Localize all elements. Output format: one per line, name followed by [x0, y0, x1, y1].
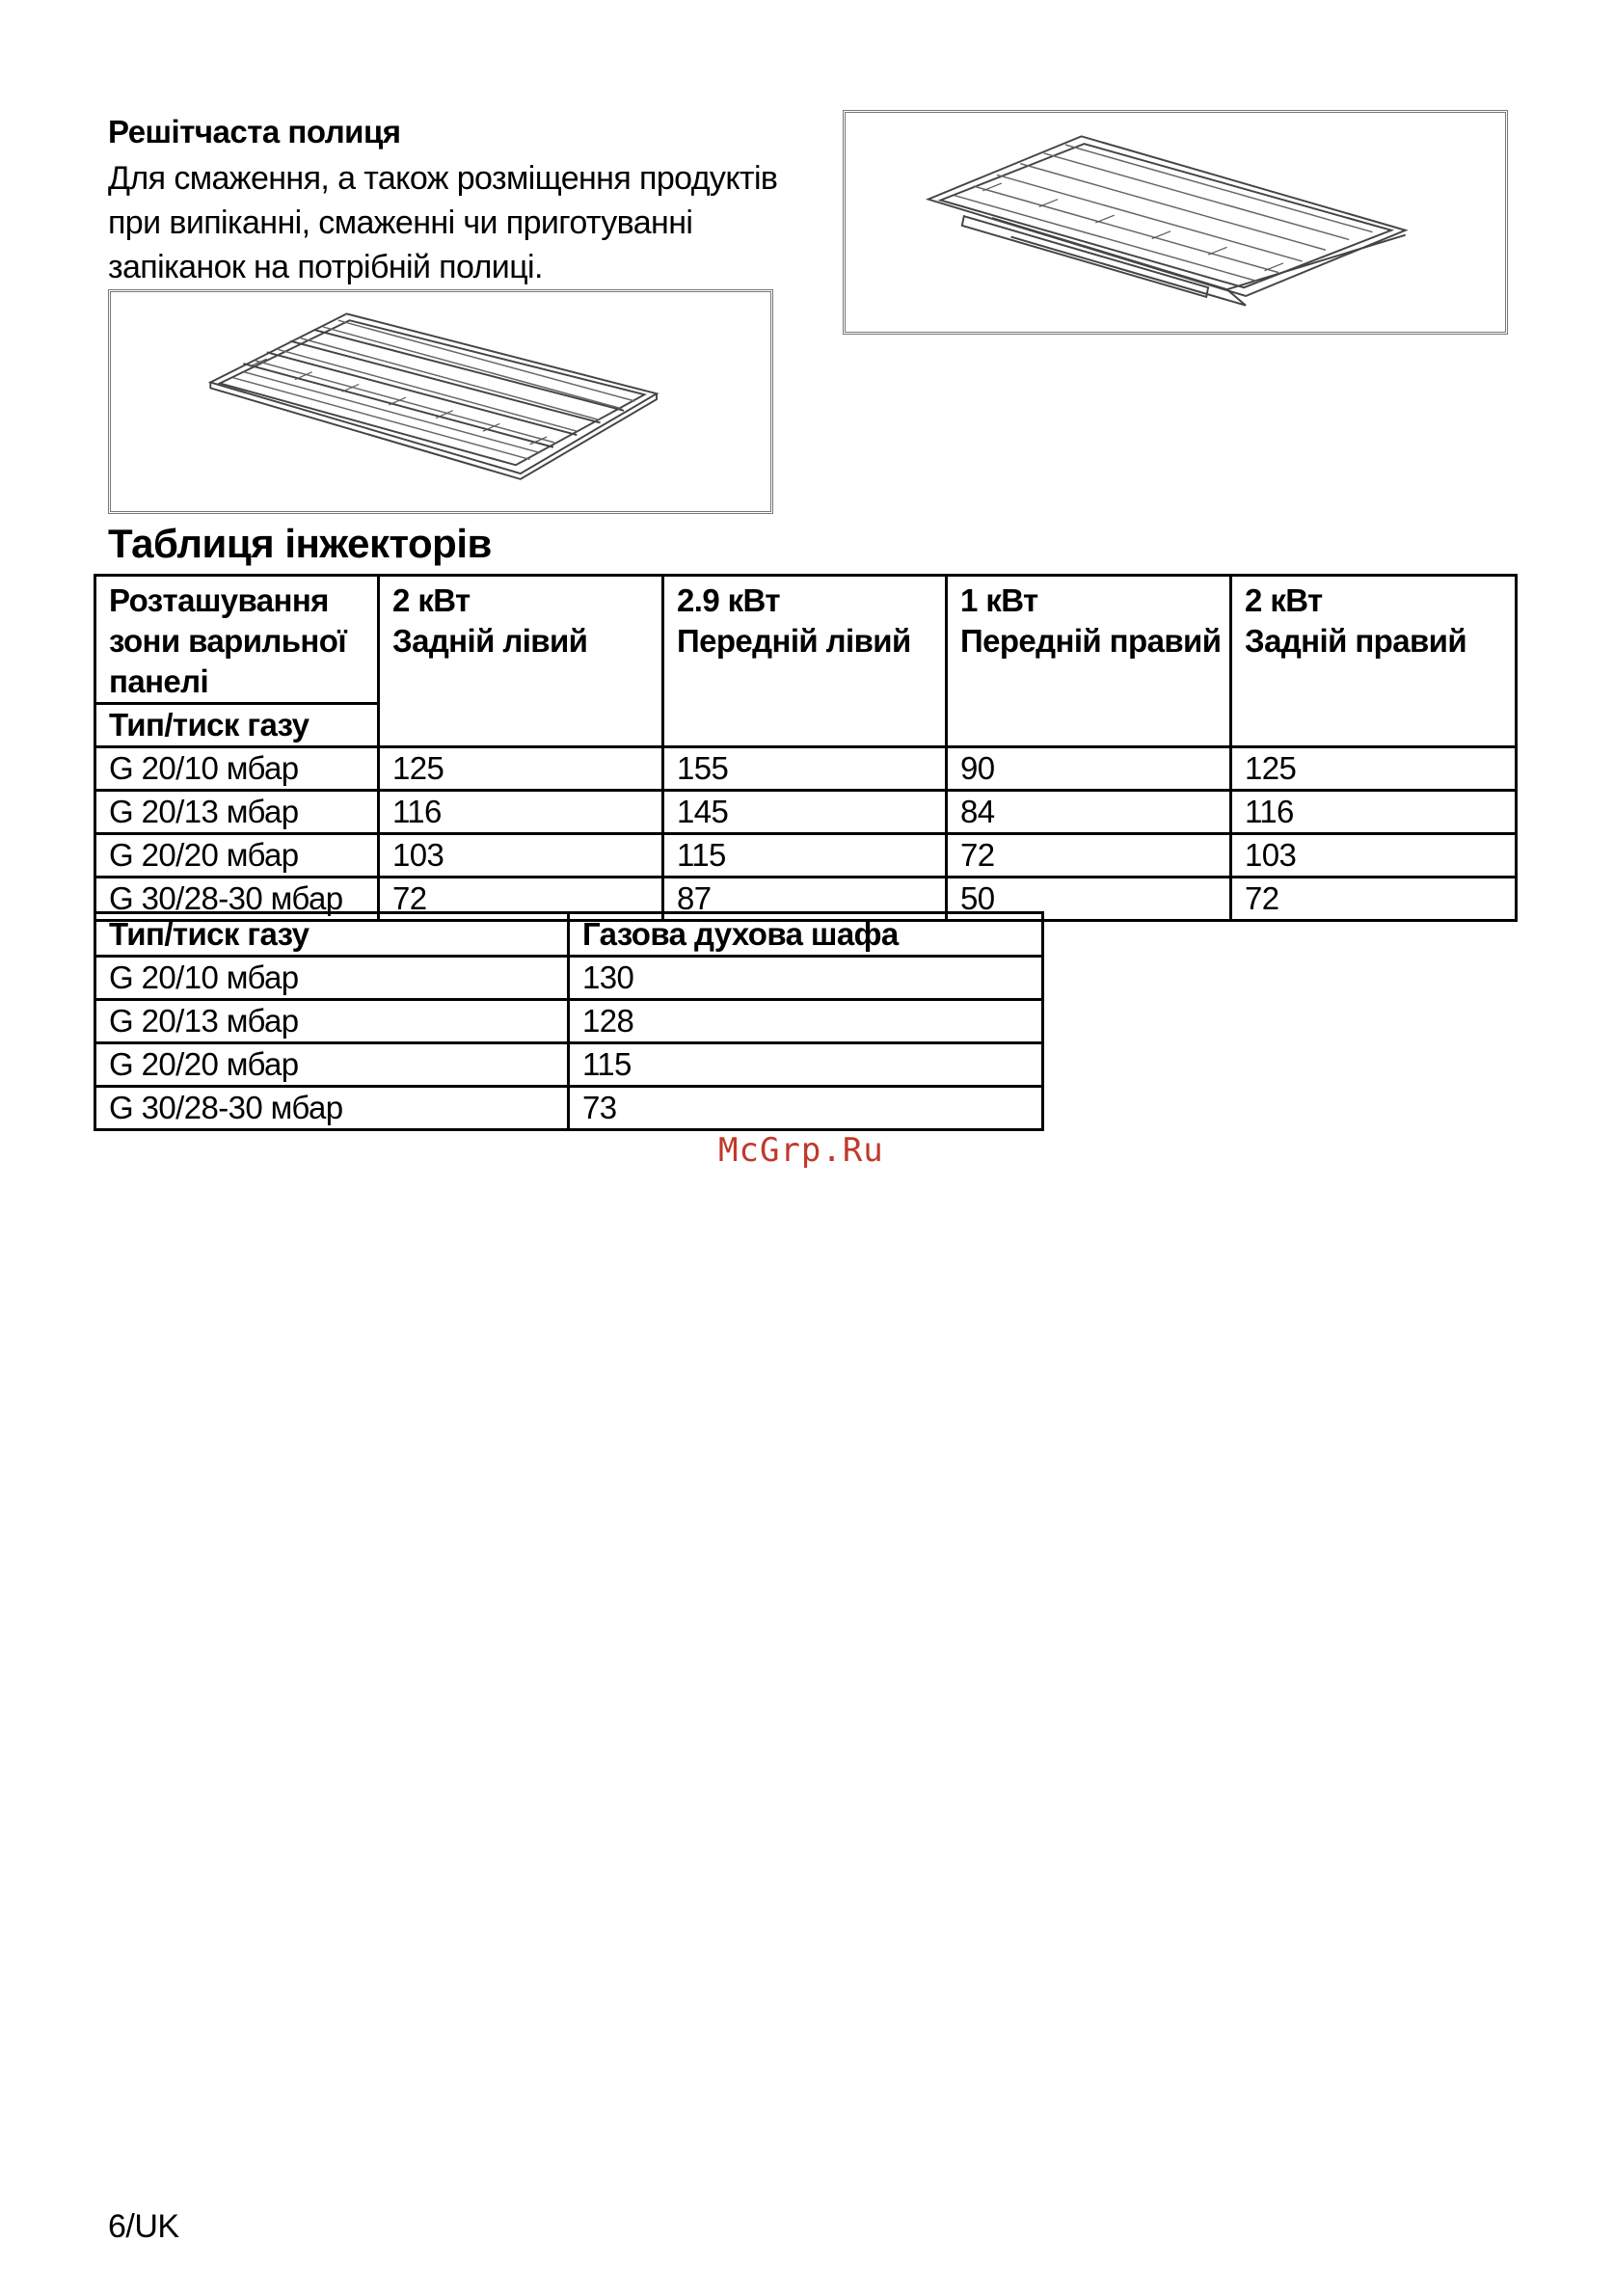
column-header-cell	[947, 576, 1231, 747]
wire-rack-on-tray-icon	[846, 113, 1505, 332]
gas-type-cell: G 20/10 мбар	[95, 957, 569, 1000]
value-cell: 103	[1231, 834, 1517, 878]
gas-type-cell: G 20/13 мбар	[95, 1000, 569, 1043]
column-header-cell	[663, 576, 947, 747]
hob-injector-table	[94, 574, 1518, 922]
rack-description-line: Для смаження, а також розміщення продуктів	[108, 160, 778, 197]
oven-header-cell: Газова духова шафа	[569, 913, 1043, 957]
gas-type-cell: G 30/28-30 мбар	[95, 1087, 569, 1130]
column-header-cell	[379, 576, 663, 747]
gas-type-cell: G 20/10 мбар	[95, 747, 379, 791]
table-row	[95, 1000, 1043, 1043]
table-row	[95, 747, 1517, 791]
value-cell: 73	[569, 1087, 1043, 1130]
column-power: 2 кВт	[1245, 582, 1323, 618]
table-row	[95, 957, 1043, 1000]
value-cell: 125	[1231, 747, 1517, 791]
wire-rack-image	[108, 289, 773, 514]
value-cell: 115	[663, 834, 947, 878]
column-header-cell	[1231, 576, 1517, 747]
value-cell: 72	[947, 834, 1231, 878]
value-cell: 72	[1231, 878, 1517, 921]
wire-rack-tray-image	[843, 110, 1508, 335]
corner-label-line: Розташування	[109, 582, 329, 618]
gas-type-cell: G 30/28-30 мбар	[95, 878, 379, 921]
value-cell: 87	[663, 878, 947, 921]
corner-label-line: панелі	[109, 663, 209, 699]
injector-table-title: Таблиця інжекторів	[108, 521, 492, 566]
watermark: McGrp.Ru	[718, 1131, 884, 1170]
column-position: Задній правий	[1245, 623, 1467, 659]
gas-type-cell: G 20/20 мбар	[95, 834, 379, 878]
corner-header-cell	[95, 576, 379, 704]
value-cell: 145	[663, 791, 947, 834]
table-row	[95, 1043, 1043, 1087]
column-position: Передній лівий	[677, 623, 911, 659]
gas-type-header-cell: Тип/тиск газу	[95, 704, 379, 747]
table-header-row	[95, 913, 1043, 957]
column-power: 2 кВт	[392, 582, 471, 618]
value-cell: 116	[379, 791, 663, 834]
gas-type-cell: G 20/13 мбар	[95, 791, 379, 834]
value-cell: 103	[379, 834, 663, 878]
wire-rack-icon	[111, 292, 770, 511]
rack-description-line: при випіканні, смаженні чи приготуванні	[108, 204, 693, 241]
value-cell: 50	[947, 878, 1231, 921]
corner-label-line: зони варильної	[109, 623, 346, 659]
page-number: 6/UK	[108, 2208, 179, 2245]
value-cell: 84	[947, 791, 1231, 834]
column-power: 2.9 кВт	[677, 582, 780, 618]
value-cell: 72	[379, 878, 663, 921]
value-cell: 90	[947, 747, 1231, 791]
gas-type-header-cell: Тип/тиск газу	[95, 913, 569, 957]
value-cell: 116	[1231, 791, 1517, 834]
table-row	[95, 834, 1517, 878]
value-cell: 115	[569, 1043, 1043, 1087]
value-cell: 125	[379, 747, 663, 791]
value-cell: 128	[569, 1000, 1043, 1043]
column-position: Передній правий	[960, 623, 1222, 659]
oven-injector-table	[94, 911, 1044, 1131]
rack-section-title: Решітчаста полиця	[108, 114, 401, 149]
rack-description-line: запіканок на потрібній полиці.	[108, 249, 543, 285]
column-position: Задній лівий	[392, 623, 588, 659]
table-row	[95, 791, 1517, 834]
rack-description	[108, 156, 802, 289]
value-cell: 130	[569, 957, 1043, 1000]
value-cell: 155	[663, 747, 947, 791]
column-power: 1 кВт	[960, 582, 1038, 618]
gas-type-cell: G 20/20 мбар	[95, 1043, 569, 1087]
table-row	[95, 1087, 1043, 1130]
